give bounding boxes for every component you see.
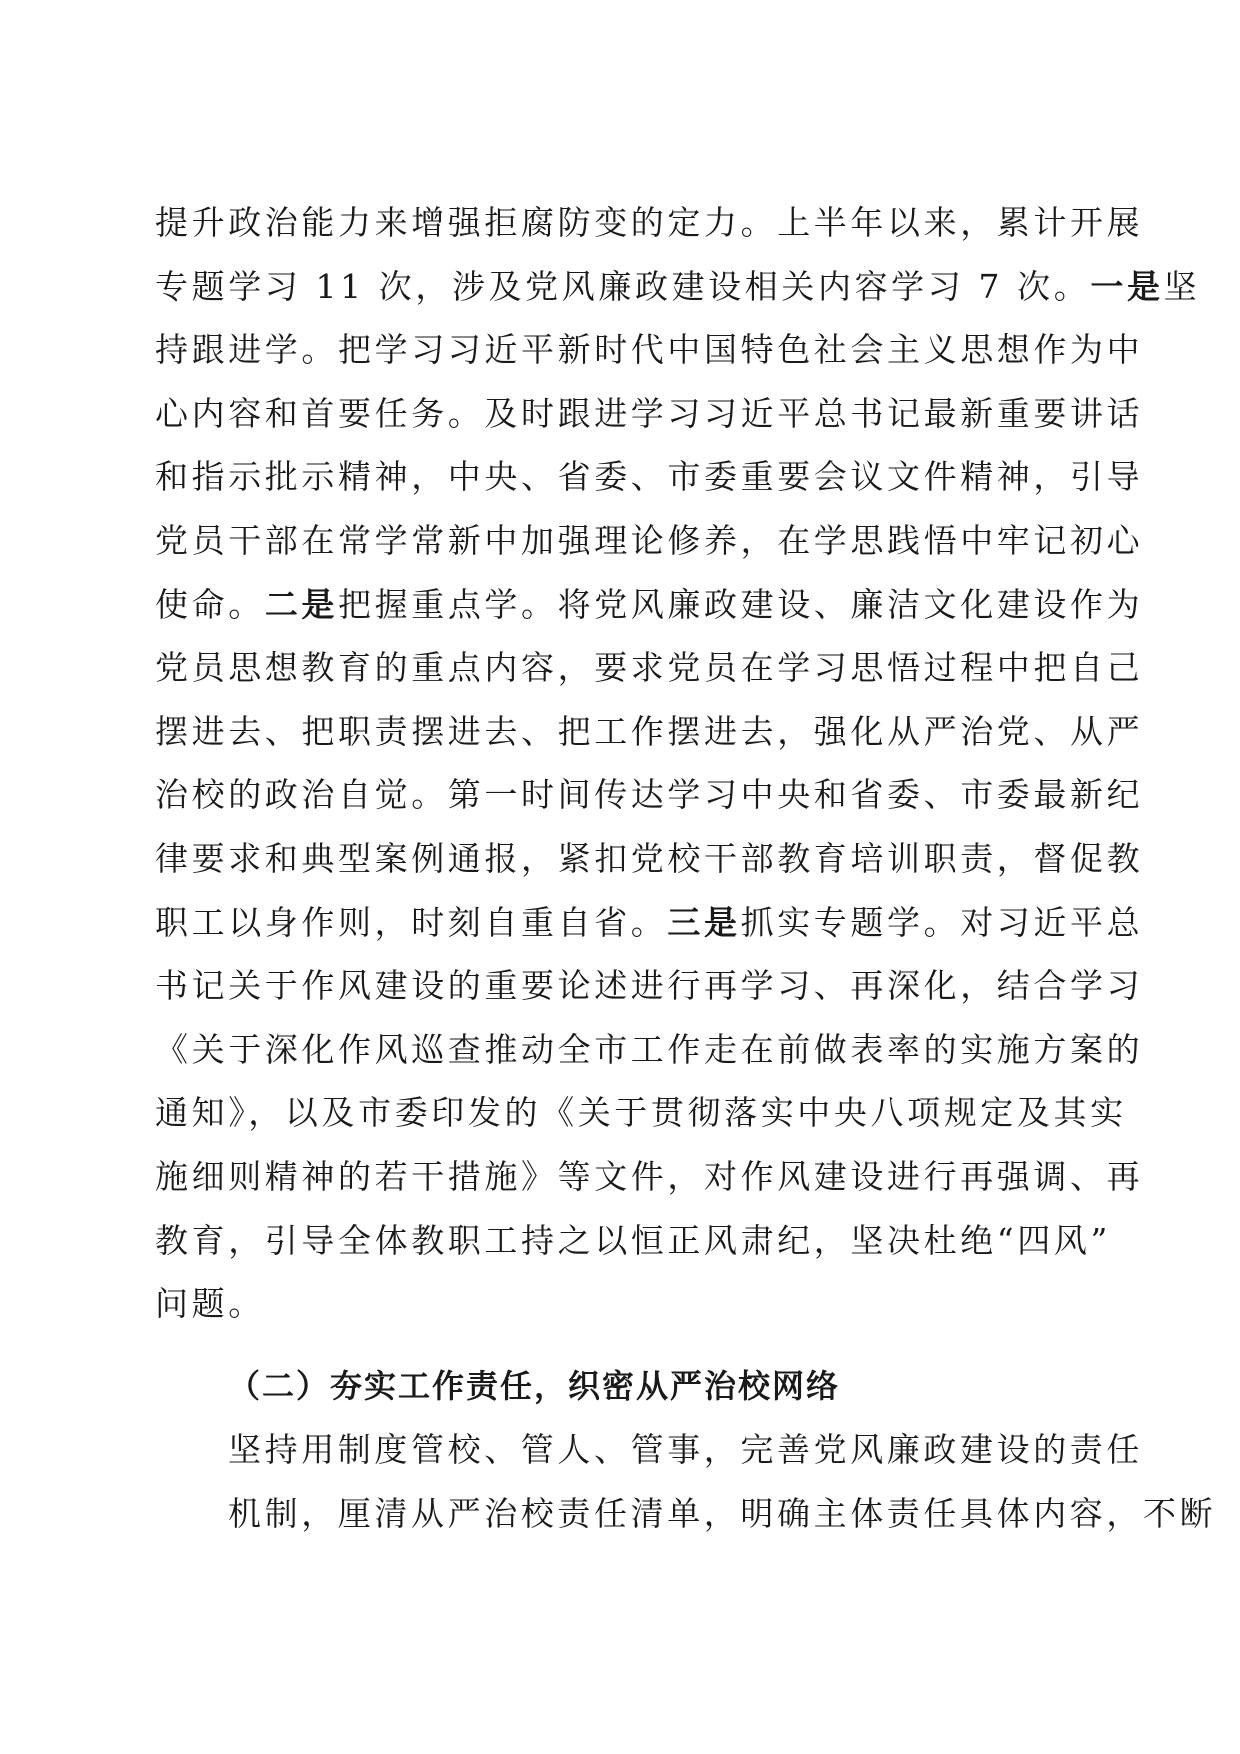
- emphasis-text: 三是: [667, 902, 741, 942]
- line-text: 律要求和典型案例通报，紧扣党校干部教育培训职责，督促教: [155, 838, 1144, 878]
- line-text: 施细则精神的若干措施》等文件，对作风建设进行再强调、再: [155, 1156, 1144, 1196]
- text-line: [155, 1209, 1111, 1273]
- line-text: 和指示批示精神，中央、省委、市委重要会议文件精神，引导: [155, 457, 1144, 497]
- section-heading: （二）夯实工作责任，织密从严治校网络: [228, 1367, 841, 1405]
- line-text: 教育，引导全体教职工持之以恒正风肃纪，坚决杜绝“四风”: [155, 1220, 1111, 1260]
- line-text: 治校的政治自觉。第一时间传达学习中央和省委、市委最新纪: [155, 775, 1144, 815]
- text-line: [155, 763, 1144, 827]
- line-text: 问题。: [155, 1284, 265, 1324]
- text-line: [155, 318, 1144, 382]
- line-text: 坚持用制度管校、管人、管事，完善党风廉政建设的责任: [228, 1430, 1143, 1469]
- text-line: [155, 891, 1144, 955]
- line-text: 提升政治能力来增强拒腐防变的定力。上半年以来，累计开展: [155, 203, 1144, 242]
- line-text: 把握重点学。将党风廉政建设、廉洁文化建设作为: [338, 584, 1144, 624]
- text-line: [155, 509, 1144, 573]
- line-text: 《关于深化作风巡查推动全市工作走在前做表率的实施方案的: [155, 1029, 1144, 1069]
- line-text: 持跟进学。把学习习近平新时代中国特色社会主义思想作为中: [155, 330, 1144, 370]
- text-line: [155, 382, 1144, 446]
- text-line: [155, 255, 1201, 319]
- line-text: 坚: [1163, 266, 1201, 306]
- text-line: [155, 1018, 1144, 1082]
- line-text: 抓实专题学。对习近平总: [740, 902, 1144, 942]
- text-line: [155, 700, 1144, 764]
- text-line: [155, 573, 1144, 637]
- line-text: 心内容和首要任务。及时跟进学习习近平总书记最新重要讲话: [155, 393, 1144, 433]
- line-text: 通知》，以及市委印发的《关于贯彻落实中央八项规定及其实: [155, 1093, 1127, 1133]
- text-line: [155, 1482, 1217, 1546]
- emphasis-text: 一是: [1090, 266, 1164, 306]
- line-text: 书记关于作风建设的重要论述进行再学习、再深化，结合学习: [155, 966, 1144, 1006]
- text-line: [155, 636, 1144, 700]
- line-text: 党员干部在常学常新中加强理论修养，在学思践悟中牢记初心: [155, 520, 1144, 560]
- line-text: 摆进去、把职责摆进去、把工作摆进去，强化从严治党、从严: [155, 711, 1144, 751]
- text-line: [155, 827, 1144, 891]
- line-text: 职工以身作则，时刻自重自省。: [155, 902, 668, 942]
- paragraph-learning-summary: [155, 191, 1201, 1336]
- text-line: [155, 1145, 1144, 1209]
- text-line: [155, 1272, 1087, 1336]
- emphasis-text: 二是: [264, 584, 339, 624]
- line-text: 使命。: [155, 584, 265, 624]
- paragraph-responsibility: [155, 1418, 1217, 1545]
- text-line: [155, 1081, 1127, 1145]
- line-text: 机制，厘清从严治校责任清单，明确主体责任具体内容，不断: [228, 1493, 1217, 1533]
- text-line: [155, 191, 1144, 255]
- line-text: 党员思想教育的重点内容，要求党员在学习思悟过程中把自己: [155, 648, 1144, 688]
- text-line: [155, 445, 1144, 509]
- text-line: [155, 954, 1144, 1018]
- line-text: 专题学习 11 次，涉及党风廉政建设相关内容学习 7 次。: [155, 266, 1091, 306]
- text-line: [155, 1418, 1143, 1482]
